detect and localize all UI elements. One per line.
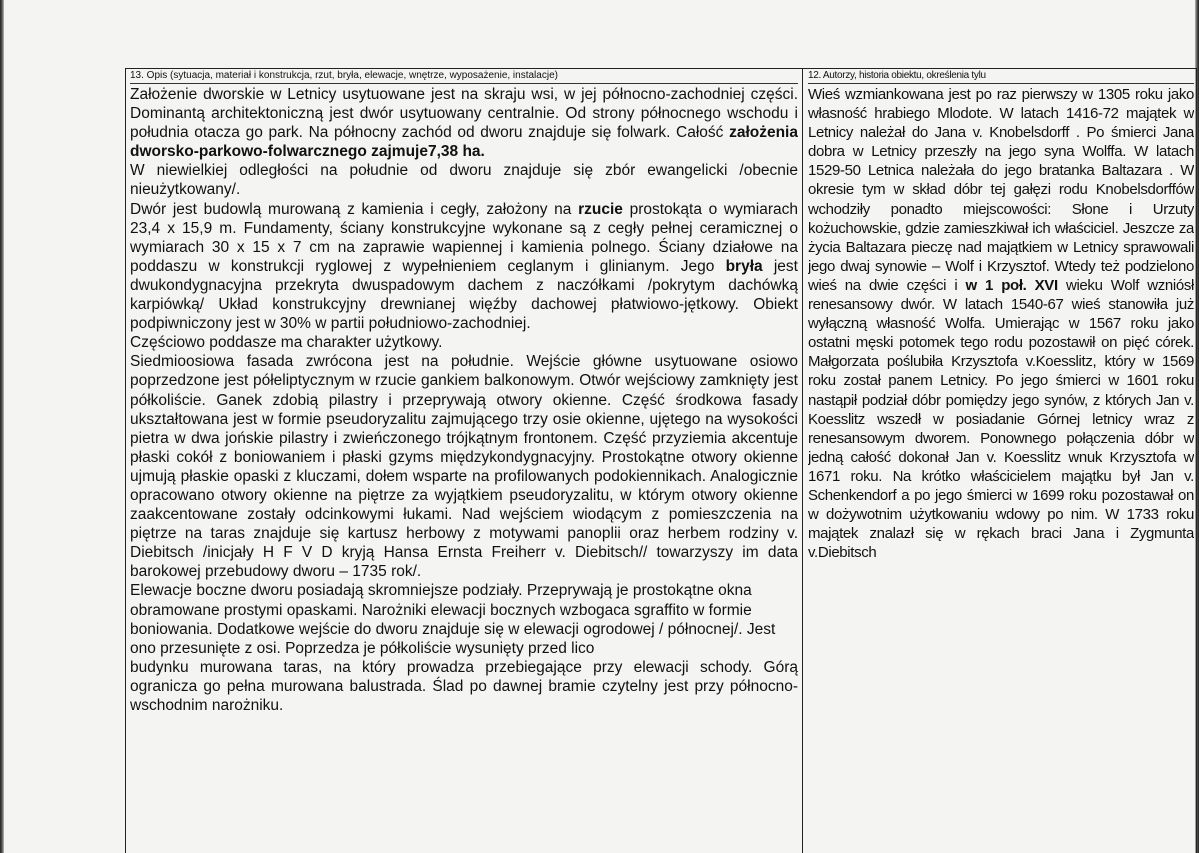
paragraph [130, 200, 798, 334]
paragraph [130, 161, 798, 199]
bold-text: bryła [725, 257, 763, 275]
history-body [808, 85, 1194, 562]
text-run: Wieś wzmiankowana jest po raz pierwszy w 1305 roku jako własność hrabiego Mlodote. W latach 1416-72 majątek w Letnicy należał do Jana v. Knobelsdorff . Po śmierci Jana dobra w Letnicy przeszły na jego syna Wolffa. W latach 1529-50 Letnica należała do jego bratanka Baltazara . W okresie tym w skład dóbr tej gałęzi rodu Knobelsdorffów wchodziły ponadto miejscowości: Słone i Urzuty kożuchowskie, gdzie zamieszkiwał ich właściciel. Jeszcze za życia Baltazara pieczę nad majątkiem w Letnicy sprawowali jego dwaj synowie – Wolf i Krzysztof. Wtedy też podzielono wieś na dwie części i [808, 86, 1194, 294]
text-run: jest dwukondygnacyjna przekryta dwuspadowym dachem z naczółkami /pokrytym dachówką karpiówką/ Układ konstrukcyjny drewnianej więźby dachowej płatwiowo-jętkowy. Obiekt podpiwniczony jest w 30% w partii południowo-zachodniej. [130, 257, 798, 333]
form-table [125, 68, 1197, 853]
description-header: 13. Opis (sytuacja, materiał i konstrukcja, rzut, bryła, elewacje, wnętrze, wyposażenie, instalacje) [130, 69, 798, 84]
history-header: 12. Autorzy, historia obiektu, określenia tylu [808, 69, 1194, 84]
description-body [130, 85, 798, 715]
bold-text: założenia dworsko-parkowo-folwarcznego zajmuje7,38 ha. [130, 124, 798, 161]
paragraph [130, 85, 798, 161]
text-run: prostokąta o wymiarach 23,4 x 15,9 m. Fundamenty, ściany konstrukcyjne wykonane są z cegły pełnej ceramicznej o wymiarach 30 x 15 x 7 cm na zaprawie wapiennej i kamienia polnego. Ściany działowe na poddaszu w konstrukcji ryglowej z wypełnieniem ceglanym i glinianym. Jego [130, 200, 798, 275]
text-run: Częściowo poddasze ma charakter użytkowy. [130, 334, 443, 352]
text-run: Dwór jest budowlą murowaną z kamienia i cegły, założony na [130, 200, 579, 218]
paragraph [130, 352, 798, 581]
text-run: wieku Wolf wzniósł renesansowy dwór. W latach 1540-67 wieś stanowiła już wyłączną własność Wolfa. Umierając w 1567 roku jako ostatni męski potomek tego rodu pozostawił on pięć córek. Małgorzata poślubiła Krzysztofa v.Koesslitz, który w 1569 roku został panem Letnicy. Po jego śmierci w 1601 roku nastąpił podział dóbr pomiędzy jego synów, z których Jan v. Koesslitz wszedł w posiadanie Górnej letnicy wraz z renesansowym dworem. Ponownego połączenia dóbr w jedną całość dokonał Jan v. Koesslitz wnuk Krzysztofa w 1671 roku. Na krótko właścicielem majątku był Jan v. Schenkendorf a po jego śmierci w 1699 roku pozostawał on w dożywotnim użytkowaniu wdowy po nim. W 1733 roku majątek znalazł się w rękach braci Jana i Zygmunta v.Diebitsch [808, 276, 1194, 562]
text-run: W niewielkiej odległości na południe od dworu znajduje się zbór ewangelicki /obecnie nieużytkowany/. [130, 162, 798, 199]
column-divider [802, 69, 803, 853]
text-run: Założenie dworskie w Letnicy usytuowane jest na skraju wsi, w jej północno-zachodniej części. Dominantą architektoniczną jest dwór usytuowany centralnie. Od strony północnego wschodu i południa otacza go park. Na północny zachód od dworu znajduje się folwark. Całość [130, 86, 798, 142]
text-run: Siedmioosiowa fasada zwrócona jest na południe. Wejście główne usytuowane osiowo poprzedzone jest półeliptycznym w rzucie gankiem balkonowym. Otwór wejściowy zamknięty jest półkoliście. Ganek zdobią pilastry i przeprуwają otwory okienne. Część środkowa fasady ukształtowana jest w formie pseudoryzalitu zajmującego trzy osie okienne, ujętego na wysokości pietra w dwa jońskie pilastry i zwieńczonego trójkątnym frontonem. Część przyziemia akcentuje płaski cokół z boniowaniem i płaski gzyms międzykondygnacyjny. Prostokątne otwory okienne ujmują płaskie opaski z kluczami, dołem wsparte na profilowanych podokiennikach. Analogicznie opracowano otwory okienne na piętrze za wyjątkiem pseudoryzalitu, w którym otwory okienne zaakcentowane zostały odcinkowymi łukami. Nad wejściem wiodącym z pomieszczenia na piętrze na taras znajduje się kartusz herbowy z motywami panoplii oraz herbem rodziny v. Diebitsch /inicjały H F V D kryją Hansa Ernsta Freiherr v. Diebitsch// towarzyszy im data barokowej przebudowy dworu – 1735 rok/. [130, 353, 798, 581]
paragraph [130, 333, 798, 352]
description-column [130, 69, 798, 853]
paragraph [130, 581, 798, 657]
paragraph [808, 85, 1194, 562]
scan-edge-left [0, 0, 4, 853]
history-column [808, 69, 1194, 853]
text-run: Elewacje boczne dworu posiadają skromniejsze podziały. Przeprуwają je prostokątne okna obramowane prostymi opaskami. Narożniki elewacji bocznych wzbogaca sgraffito w formie boniowania. Dodatkowe wejście do dworu znajduje się w elewacji ogrodowej / północnej/. Jest ono przesunięte z osi. Poprzedza je półkoliście wysunięty przed lico [130, 582, 776, 657]
paragraph [130, 658, 798, 715]
text-run: budynku murowana taras, na który prowadza przebiegające przy elewacji schody. Górą ogranicza go pełna murowana balustrada. Ślad po dawnej bramie czytelny jest przy północno-wschodnim narożniku. [130, 658, 798, 714]
bold-text: rzucie [578, 200, 623, 218]
bold-text: w 1 poł. XVI [965, 276, 1058, 294]
